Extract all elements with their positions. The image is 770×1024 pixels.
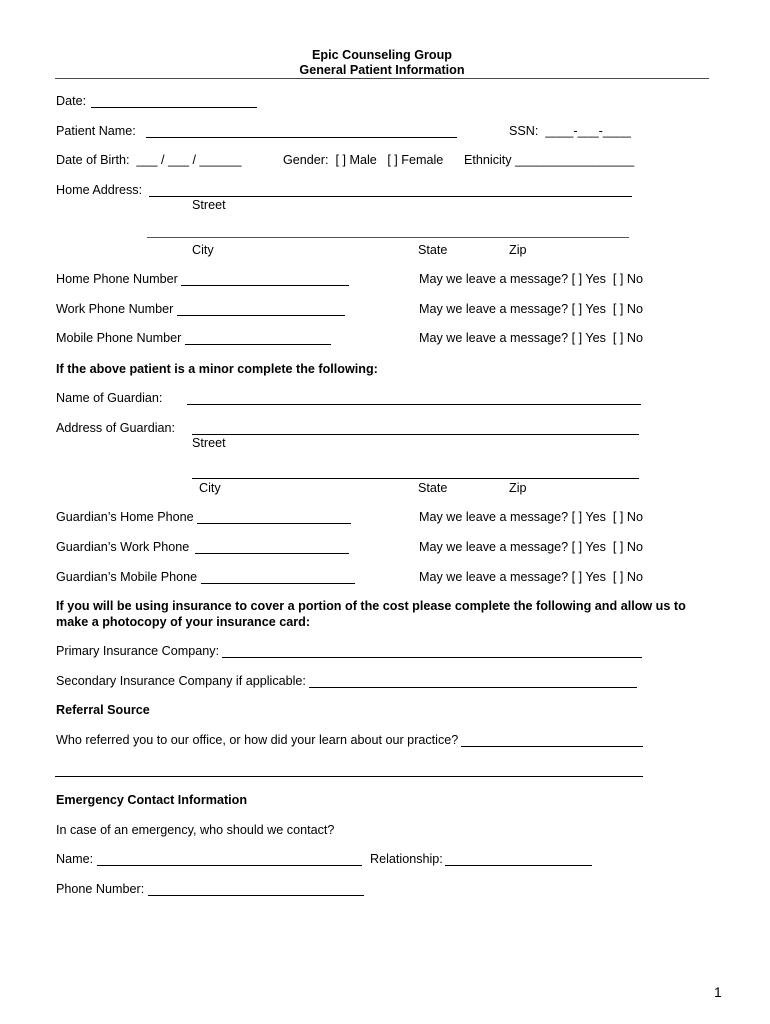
home-address-city-caption: City bbox=[192, 243, 214, 257]
guardian-mobile-phone-message-yes-checkbox[interactable]: [ ] Yes bbox=[571, 570, 606, 584]
ssn-field[interactable]: ____-___-____ bbox=[545, 124, 631, 138]
ethnicity-group bbox=[464, 152, 634, 168]
date-of-birth-field[interactable]: ___ / ___ / ______ bbox=[136, 153, 242, 167]
ethnicity-label: Ethnicity bbox=[464, 153, 512, 167]
referral-answer-field[interactable] bbox=[461, 732, 643, 747]
work-phone-message-no-checkbox[interactable]: [ ] No bbox=[612, 302, 644, 316]
emergency-phone-field[interactable] bbox=[148, 881, 364, 896]
emergency-relationship-field[interactable] bbox=[445, 851, 592, 866]
insurance-instructions-line2: make a photocopy of your insurance card: bbox=[56, 615, 311, 629]
gender-male-checkbox[interactable]: [ ] Male bbox=[335, 153, 377, 167]
home-phone-field[interactable] bbox=[181, 271, 349, 286]
home-address-zip-caption: Zip bbox=[509, 243, 527, 257]
home-phone-message-no-checkbox[interactable]: [ ] No bbox=[612, 272, 644, 286]
mobile-phone-message-yes-checkbox[interactable]: [ ] Yes bbox=[571, 331, 606, 345]
home-address-city-field[interactable] bbox=[147, 223, 629, 238]
page-number: 1 bbox=[714, 984, 722, 1000]
home-address-label: Home Address: bbox=[56, 183, 143, 197]
message-prompt: May we leave a message? bbox=[419, 331, 569, 345]
emergency-phone-label: Phone Number: bbox=[56, 882, 145, 896]
emergency-prompt: In case of an emergency, who should we contact? bbox=[56, 823, 335, 837]
home-address-street-field[interactable] bbox=[149, 182, 632, 197]
referral-question: Who referred you to our office, or how did your learn about our practice? bbox=[56, 733, 459, 747]
message-prompt: May we leave a message? bbox=[419, 570, 569, 584]
guardian-home-phone-field[interactable] bbox=[197, 509, 351, 524]
emergency-name-field[interactable] bbox=[97, 851, 362, 866]
gender-label: Gender: bbox=[283, 153, 329, 167]
primary-insurance-label: Primary Insurance Company: bbox=[56, 644, 220, 658]
gender-group bbox=[283, 152, 443, 168]
home-phone-label: Home Phone Number bbox=[56, 272, 178, 286]
date-of-birth-label: Date of Birth: bbox=[56, 153, 130, 167]
date-field[interactable] bbox=[91, 93, 257, 108]
guardian-mobile-phone-field[interactable] bbox=[201, 569, 355, 584]
title-divider bbox=[55, 78, 709, 79]
work-phone-field[interactable] bbox=[177, 301, 345, 316]
guardian-work-phone-message-no-checkbox[interactable]: [ ] No bbox=[612, 540, 644, 554]
guardian-mobile-phone-message-no-checkbox[interactable]: [ ] No bbox=[612, 570, 644, 584]
ssn-label: SSN: bbox=[509, 124, 539, 138]
secondary-insurance-field[interactable] bbox=[309, 673, 637, 688]
emergency-relationship-label: Relationship: bbox=[370, 852, 443, 866]
guardian-mobile-phone-message-group bbox=[419, 569, 643, 585]
secondary-insurance-label: Secondary Insurance Company if applicable: bbox=[56, 674, 306, 688]
primary-insurance-field[interactable] bbox=[222, 643, 642, 658]
work-phone-message-group bbox=[419, 301, 643, 317]
guardian-home-phone-message-no-checkbox[interactable]: [ ] No bbox=[612, 510, 644, 524]
message-prompt: May we leave a message? bbox=[419, 302, 569, 316]
guardian-work-phone-message-yes-checkbox[interactable]: [ ] Yes bbox=[571, 540, 606, 554]
patient-name-label: Patient Name: bbox=[56, 124, 136, 138]
emergency-name-label: Name: bbox=[56, 852, 94, 866]
work-phone-message-yes-checkbox[interactable]: [ ] Yes bbox=[571, 302, 606, 316]
mobile-phone-label: Mobile Phone Number bbox=[56, 331, 182, 345]
gender-female-checkbox[interactable]: [ ] Female bbox=[387, 153, 444, 167]
guardian-address-street-field[interactable] bbox=[192, 420, 639, 435]
guardian-address-city-caption: City bbox=[199, 481, 221, 495]
patient-name-field[interactable] bbox=[146, 123, 457, 138]
guardian-home-phone-message-yes-checkbox[interactable]: [ ] Yes bbox=[571, 510, 606, 524]
home-phone-message-group bbox=[419, 271, 643, 287]
referral-answer-continuation-field[interactable] bbox=[55, 762, 643, 777]
date-of-birth-group bbox=[56, 152, 242, 168]
guardian-section-heading: If the above patient is a minor complete the following: bbox=[56, 362, 378, 376]
date-label: Date: bbox=[56, 94, 87, 108]
ethnicity-field[interactable]: _________________ bbox=[515, 153, 635, 167]
guardian-address-city-field[interactable] bbox=[192, 464, 639, 479]
guardian-home-phone-label: Guardian’s Home Phone bbox=[56, 510, 194, 524]
organization-name: Epic Counseling Group bbox=[312, 48, 452, 62]
guardian-work-phone-label: Guardian’s Work Phone bbox=[56, 540, 190, 554]
message-prompt: May we leave a message? bbox=[419, 510, 569, 524]
guardian-mobile-phone-label: Guardian’s Mobile Phone bbox=[56, 570, 198, 584]
home-address-state-caption: State bbox=[418, 243, 448, 257]
guardian-home-phone-message-group bbox=[419, 509, 643, 525]
referral-heading: Referral Source bbox=[56, 703, 150, 717]
guardian-work-phone-field[interactable] bbox=[195, 539, 349, 554]
message-prompt: May we leave a message? bbox=[419, 272, 569, 286]
guardian-name-field[interactable] bbox=[187, 390, 641, 405]
guardian-address-zip-caption: Zip bbox=[509, 481, 527, 495]
emergency-heading: Emergency Contact Information bbox=[56, 793, 248, 807]
work-phone-label: Work Phone Number bbox=[56, 302, 174, 316]
guardian-work-phone-message-group bbox=[419, 539, 643, 555]
mobile-phone-message-group bbox=[419, 330, 643, 346]
home-address-street-caption: Street bbox=[192, 198, 226, 212]
guardian-name-label: Name of Guardian: bbox=[56, 391, 163, 405]
insurance-instructions-line1: If you will be using insurance to cover a portion of the cost please complete the following and allow us to bbox=[56, 599, 686, 613]
guardian-address-state-caption: State bbox=[418, 481, 448, 495]
mobile-phone-field[interactable] bbox=[185, 330, 331, 345]
guardian-address-street-caption: Street bbox=[192, 436, 226, 450]
home-phone-message-yes-checkbox[interactable]: [ ] Yes bbox=[571, 272, 606, 286]
ssn-group bbox=[509, 123, 631, 139]
message-prompt: May we leave a message? bbox=[419, 540, 569, 554]
guardian-address-label: Address of Guardian: bbox=[56, 421, 176, 435]
form-title: General Patient Information bbox=[299, 63, 465, 77]
mobile-phone-message-no-checkbox[interactable]: [ ] No bbox=[612, 331, 644, 345]
